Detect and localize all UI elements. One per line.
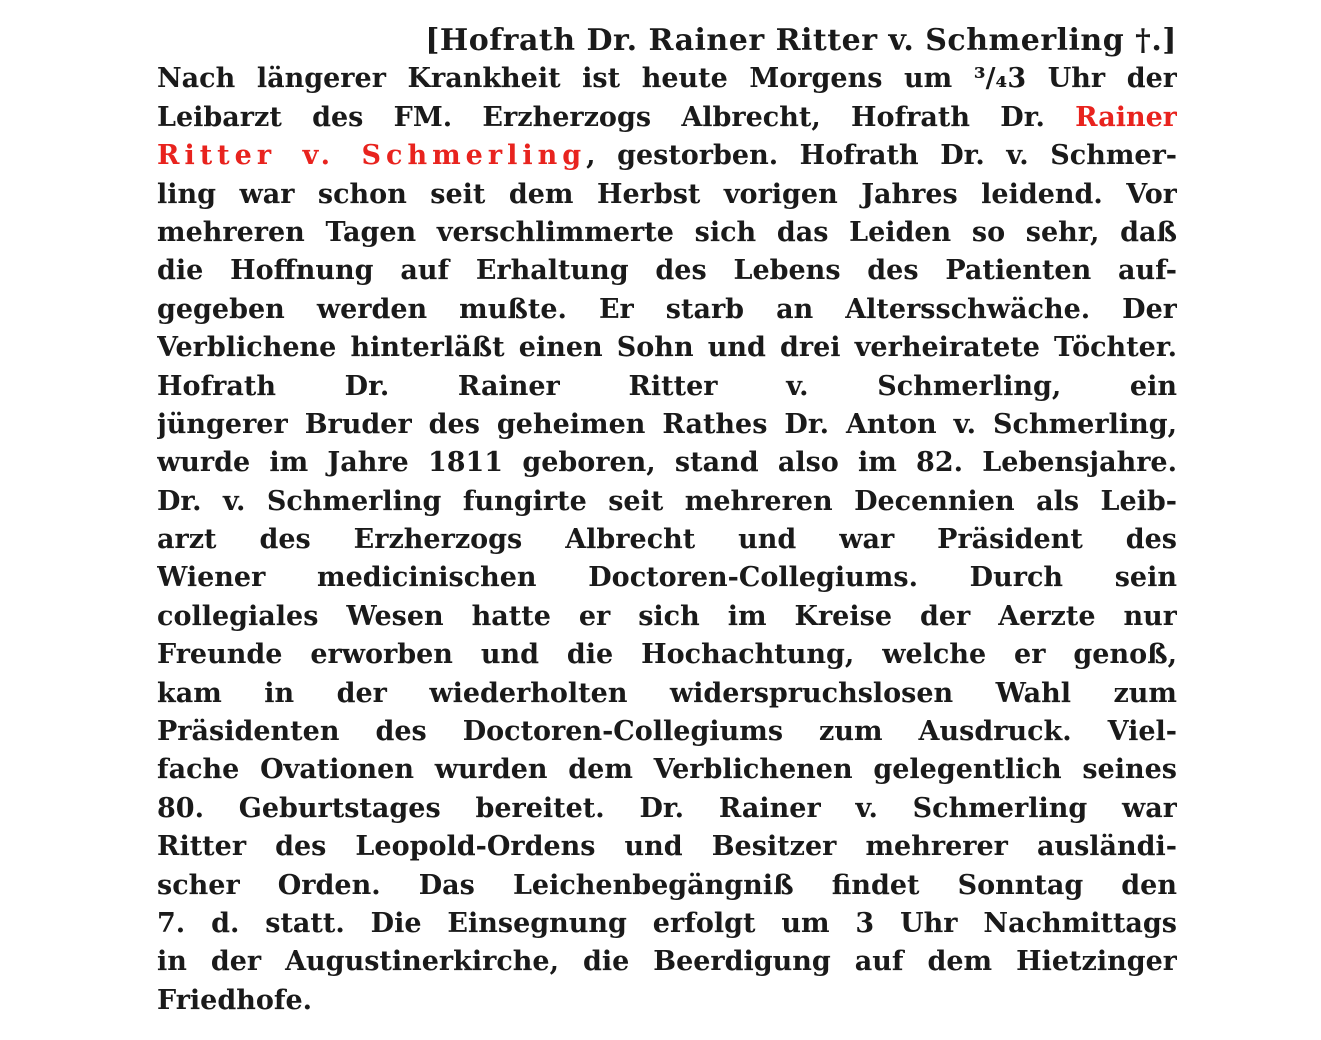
article-line: arzt des Erzherzogs Albrecht und war Präsident des (157, 524, 1177, 556)
article-line: 7. d. statt. Die Einsegnung erfolgt um 3 Uhr Nachmittags (157, 907, 1177, 939)
article-line: in der Augustinerkirche, die Beerdigung auf dem Hietzinger (157, 946, 1177, 978)
article-line: Nach längerer Krankheit ist heute Morgens um ³/₄3 Uhr der (157, 63, 1177, 95)
article-line: Dr. v. Schmerling fungirte seit mehreren Decennien als Leib- (157, 485, 1177, 517)
article-line: scher Orden. Das Leichenbegängniß findet Sonntag den (157, 869, 1177, 901)
article-line: Ritter v. Schmerling, gestorben. Hofrath Dr. v. Schmer- (157, 140, 1177, 172)
article-line: Wiener medicinischen Doctoren-Collegiums. Durch sein (157, 562, 1177, 594)
article-line: Freunde erworben und die Hochachtung, welche er genoß, (157, 639, 1177, 671)
article-line: Präsidenten des Doctoren-Collegiums zum Ausdruck. Viel- (157, 716, 1177, 748)
article-line: jüngerer Bruder des geheimen Rathes Dr. Anton v. Schmerling, (157, 408, 1177, 440)
article-line: fache Ovationen wurden dem Verblichenen gelegentlich seines (157, 754, 1177, 786)
article-line: kam in der wiederholten widerspruchslosen Wahl zum (157, 677, 1177, 709)
obituary-article (157, 22, 1177, 1020)
article-line: 80. Geburtstages bereitet. Dr. Rainer v. Schmerling war (157, 792, 1177, 824)
article-line: mehreren Tagen verschlimmerte sich das Leiden so sehr, daß (157, 216, 1177, 248)
article-line: wurde im Jahre 1811 geboren, stand also im 82. Lebensjahre. (157, 447, 1177, 479)
highlighted-name: Rainer (1075, 101, 1177, 133)
article-line: collegiales Wesen hatte er sich im Kreise der Aerzte nur (157, 600, 1177, 632)
article-line: ling war schon seit dem Herbst vorigen Jahres leidend. Vor (157, 178, 1177, 210)
article-line: Leibarzt des FM. Erzherzogs Albrecht, Hofrath Dr. Rainer (157, 101, 1177, 133)
article-line: Hofrath Dr. Rainer Ritter v. Schmerling, ein (157, 370, 1177, 402)
highlighted-name: Ritter v. Schmerling (157, 140, 587, 172)
article-line: die Hoffnung auf Erhaltung des Lebens des Patienten auf- (157, 255, 1177, 287)
article-line: Verblichene hinterläßt einen Sohn und drei verheiratete Töchter. (157, 332, 1177, 364)
article-line-last: Friedhofe. (157, 984, 313, 1016)
article-heading: [Hofrath Dr. Rainer Ritter v. Schmerling †.] (425, 23, 1177, 58)
article-line: gegeben werden mußte. Er starb an Altersschwäche. Der (157, 293, 1177, 325)
article-line: Ritter des Leopold-Ordens und Besitzer mehrerer ausländi- (157, 831, 1177, 863)
